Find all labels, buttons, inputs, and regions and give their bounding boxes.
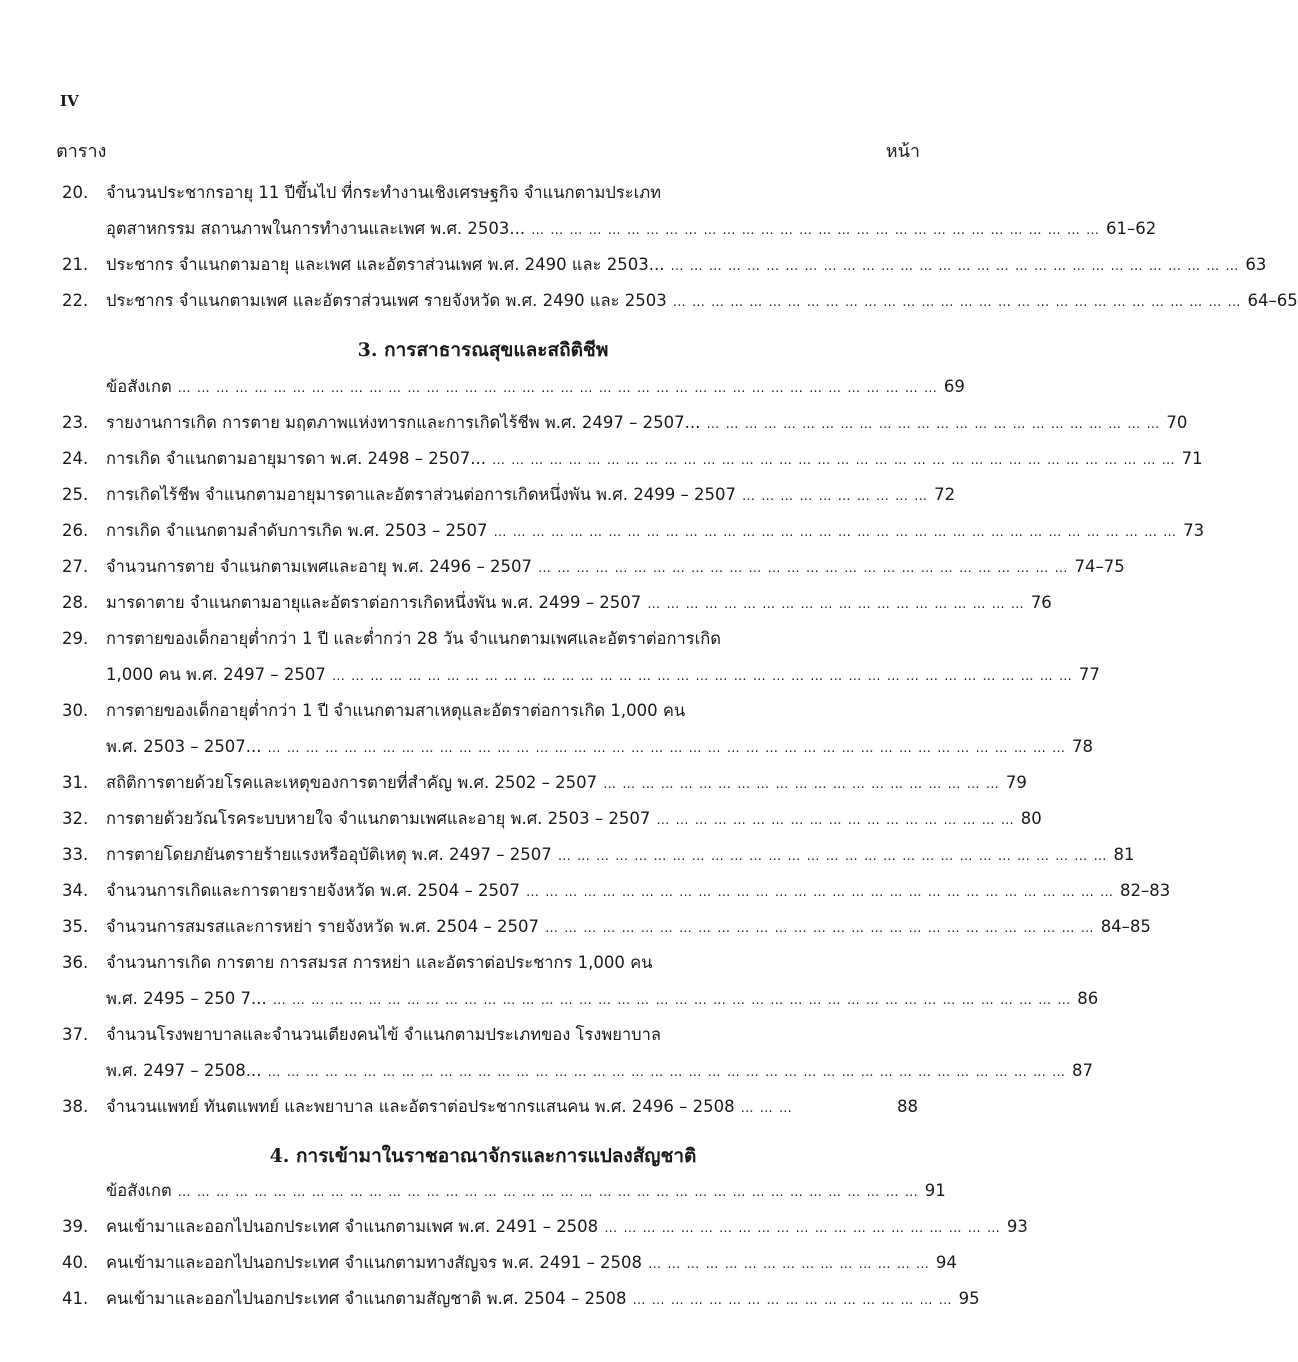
entry-title: พ.ศ. 2495 – 250 7...: [106, 989, 267, 1008]
toc-entry-28: [62, 590, 1052, 620]
entry-title: คนเข้ามาและออกไปนอกประเทศ จำแนกตามสัญชาติ พ.ศ. 2504 – 2508: [106, 1289, 627, 1308]
toc-note-4: [62, 1178, 946, 1208]
toc-entry-29-cont: [62, 662, 1100, 692]
toc-entry-24: [62, 446, 1203, 476]
entry-page: 76: [1030, 593, 1052, 612]
dot-leader: … … … … … … … … … … … … … … … … … … … … … … … …: [706, 417, 1161, 432]
entry-title: การเกิดไร้ชีพ จำแนกตามอายุมารดาและอัตราส่วนต่อการเกิดหนึ่งพัน พ.ศ. 2499 – 2507: [106, 485, 736, 504]
entry-page: 95: [958, 1289, 980, 1308]
entry-title: พ.ศ. 2503 – 2507...: [106, 737, 262, 756]
dot-leader: … … … … … … … … … … … … … … … … … … … … … … … … … … … …: [537, 561, 1069, 576]
entry-title: ประชากร จำแนกตามอายุ และเพศ และอัตราส่วนเพศ พ.ศ. 2490 และ 2503...: [106, 255, 665, 274]
entry-number: 25.: [62, 485, 89, 504]
entry-number: 26.: [62, 521, 89, 540]
dot-leader: … … …: [740, 1101, 793, 1116]
toc-entry-20-cont: [62, 216, 1157, 246]
entry-page: 88: [897, 1097, 918, 1116]
entry-title: พ.ศ. 2497 – 2508...: [106, 1061, 262, 1080]
entry-number: 38.: [62, 1097, 89, 1116]
entry-number: 31.: [62, 773, 89, 792]
dot-leader: … … … … … … … … … …: [741, 489, 929, 504]
dot-leader: … … … … … … … … … … … … … … … … … … … … … … … … … … … … … … … … … … … … … … … … … …: [267, 741, 1066, 756]
entry-title: คนเข้ามาและออกไปนอกประเทศ จำแนกตามทางสัญจร พ.ศ. 2491 – 2508: [106, 1253, 643, 1272]
dot-leader: … … … … … … … … … … … … … … … … …: [632, 1293, 953, 1308]
dot-leader: … … … … … … … … … … … … … … … … … … … … … … … … … … … … … … … … … … … …: [493, 525, 1178, 540]
entry-title: ข้อสังเกต: [106, 377, 172, 396]
entry-page: 71: [1181, 449, 1203, 468]
toc-note-3: [62, 374, 965, 404]
column-heading-page: หน้า: [885, 141, 920, 162]
entry-page: 82–83: [1120, 881, 1171, 900]
entry-number: 39.: [62, 1217, 89, 1236]
dot-leader: … … … … … … … … … … … … … … … … … … … … …: [603, 777, 1000, 792]
dot-leader: … … … … … … … … … … … … … … … … … … …: [656, 813, 1015, 828]
toc-entry-36-cont: [62, 986, 1099, 1016]
entry-page: 93: [1006, 1217, 1028, 1236]
entry-page: 74–75: [1074, 557, 1125, 576]
entry-number: 30.: [62, 701, 89, 720]
entry-page: 91: [924, 1181, 946, 1200]
entry-page: 94: [935, 1253, 957, 1272]
entry-title: จำนวนการเกิดและการตายรายจังหวัด พ.ศ. 2504 – 2507: [106, 881, 521, 900]
column-heading-table: ตาราง: [56, 141, 107, 162]
entry-page: 70: [1166, 413, 1188, 432]
entry-page: 77: [1078, 665, 1100, 684]
entry-number: 35.: [62, 917, 89, 936]
toc-entry-36: [62, 950, 918, 980]
dot-leader: … … … … … … … … … … … … … … … … … … … … … … … … … … … … … … … … … … … … … … …: [177, 1185, 919, 1200]
page-number: IV: [60, 92, 79, 110]
dot-leader: … … … … … … … … … … … … … … … … … … … …: [647, 597, 1025, 612]
entry-title: การตายโดยภยันตรายร้ายแรงหรืออุบัติเหตุ พ.ศ. 2497 – 2507: [106, 845, 552, 864]
entry-number: 27.: [62, 557, 89, 576]
entry-title: จำนวนการตาย จำแนกตามเพศและอายุ พ.ศ. 2496 – 2507: [106, 557, 532, 576]
dot-leader: … … … … … … … … … … … … … … … … … … … … … … … … … … … … … …: [672, 295, 1242, 310]
entry-title: จำนวนโรงพยาบาลและจำนวนเตียงคนไข้ จำแนกตามประเภทของ โรงพยาบาล: [106, 1025, 661, 1044]
dot-leader: … … … … … … … … … … … … … … … … … … … … … … … … … … … … … … …: [526, 885, 1115, 900]
dot-leader: … … … … … … … … … … … … … … … … … … … … … … … … … … … … … …: [531, 223, 1100, 238]
entry-number: 29.: [62, 629, 89, 648]
entry-title: จำนวนแพทย์ ทันตแพทย์ และพยาบาล และอัตราต่อประชากรแสนคน พ.ศ. 2496 – 2508: [106, 1097, 735, 1116]
toc-entry-41: [62, 1286, 980, 1316]
toc-entry-31: [62, 770, 1027, 800]
entry-title: สถิติการตายด้วยโรคและเหตุของการตายที่สำคัญ พ.ศ. 2502 – 2507: [106, 773, 598, 792]
entry-title: ข้อสังเกต: [106, 1181, 172, 1200]
toc-entry-30-cont: [62, 734, 1093, 764]
dot-leader: … … … … … … … … … … … … … … … … … … … … … … … … … … … … … … … … … … … … … … … … … …: [272, 993, 1072, 1008]
entry-page: 81: [1113, 845, 1135, 864]
entry-number: 22.: [62, 291, 89, 310]
entry-title: อุตสาหกรรม สถานภาพในการทำงานและเพศ พ.ศ. 2503...: [106, 219, 526, 238]
entry-number: 32.: [62, 809, 89, 828]
entry-page: 79: [1005, 773, 1027, 792]
entry-title: 1,000 คน พ.ศ. 2497 – 2507: [106, 665, 326, 684]
toc-entry-32: [62, 806, 1042, 836]
entry-number: 21.: [62, 255, 89, 274]
dot-leader: … … … … … … … … … … … … … … … … … … … … …: [604, 1221, 1001, 1236]
toc-entry-26: [62, 518, 1205, 548]
entry-number: 37.: [62, 1025, 89, 1044]
dot-leader: … … … … … … … … … … … … … … … … … … … … … … … … … … … … … … … … … … … …: [492, 453, 1176, 468]
entry-title: การตายด้วยวัณโรคระบบหายใจ จำแนกตามเพศและอายุ พ.ศ. 2503 – 2507: [106, 809, 651, 828]
entry-page: 87: [1071, 1061, 1093, 1080]
entry-number: 33.: [62, 845, 89, 864]
entry-number: 41.: [62, 1289, 89, 1308]
dot-leader: … … … … … … … … … … … … … … … … … … … … … … … … … … … … …: [544, 921, 1095, 936]
section-heading-4: 4. การเข้ามาในราชอาณาจักรและการแปลงสัญชาติ: [269, 1145, 697, 1167]
dot-leader: … … … … … … … … … … … … … … … … … … … … … … … … … … … … … …: [670, 259, 1240, 274]
dot-leader: … … … … … … … … … … … … … … … … … … … … … … … … … … … … … … … … … … … … … … …: [331, 669, 1073, 684]
entry-page: 80: [1020, 809, 1042, 828]
entry-page: 86: [1077, 989, 1099, 1008]
entry-number: 34.: [62, 881, 89, 900]
entry-number: 40.: [62, 1253, 89, 1272]
toc-entry-34: [62, 878, 1171, 908]
toc-entry-29: [62, 626, 918, 656]
toc-entry-35: [62, 914, 1151, 944]
entry-page: 61–62: [1106, 219, 1157, 238]
dot-leader: … … … … … … … … … … … … … … …: [648, 1257, 930, 1272]
entry-page: 84–85: [1100, 917, 1151, 936]
entry-page: 72: [934, 485, 956, 504]
toc-entry-20: [62, 180, 918, 210]
entry-number: 36.: [62, 953, 89, 972]
entry-title: การเกิด จำแนกตามลำดับการเกิด พ.ศ. 2503 – 2507: [106, 521, 488, 540]
entry-title: จำนวนการเกิด การตาย การสมรส การหย่า และอัตราต่อประชากร 1,000 คน: [106, 953, 653, 972]
toc-entry-40: [62, 1250, 957, 1280]
toc-entry-22: [62, 288, 1298, 318]
entry-number: 24.: [62, 449, 89, 468]
toc-entry-33: [62, 842, 1135, 872]
toc-entry-30: [62, 698, 918, 728]
entry-page: 78: [1071, 737, 1093, 756]
toc-entry-37: [62, 1022, 918, 1052]
entry-page: 63: [1245, 255, 1267, 274]
entry-page: 64–65: [1247, 291, 1298, 310]
section-heading-3: 3. การสาธารณสุขและสถิติชีพ: [357, 339, 609, 361]
entry-number: 28.: [62, 593, 89, 612]
toc-entry-27: [62, 554, 1125, 584]
entry-number: 23.: [62, 413, 89, 432]
entry-title: ประชากร จำแนกตามเพศ และอัตราส่วนเพศ รายจังหวัด พ.ศ. 2490 และ 2503: [106, 291, 667, 310]
entry-title: รายงานการเกิด การตาย มฤตภาพแห่งทารกและการเกิดไร้ชีพ พ.ศ. 2497 – 2507...: [106, 413, 701, 432]
entry-title: มารดาตาย จำแนกตามอายุและอัตราต่อการเกิดหนึ่งพัน พ.ศ. 2499 – 2507: [106, 593, 642, 612]
toc-entry-25: [62, 482, 956, 512]
toc-entry-37-cont: [62, 1058, 1093, 1088]
dot-leader: … … … … … … … … … … … … … … … … … … … … … … … … … … … … …: [557, 849, 1108, 864]
entry-page: 69: [943, 377, 965, 396]
toc-entry-39: [62, 1214, 1028, 1244]
entry-title: การตายของเด็กอายุต่ำกว่า 1 ปี และต่ำกว่า 28 วัน จำแนกตามเพศและอัตราต่อการเกิด: [106, 629, 721, 648]
entry-page: 73: [1183, 521, 1205, 540]
entry-title: การเกิด จำแนกตามอายุมารดา พ.ศ. 2498 – 2507...: [106, 449, 487, 468]
entry-title: คนเข้ามาและออกไปนอกประเทศ จำแนกตามเพศ พ.ศ. 2491 – 2508: [106, 1217, 599, 1236]
dot-leader: … … … … … … … … … … … … … … … … … … … … … … … … … … … … … … … … … … … … … … … … … …: [267, 1065, 1066, 1080]
toc-entry-38: [62, 1094, 918, 1124]
entry-number: 20.: [62, 183, 89, 202]
entry-title: การตายของเด็กอายุต่ำกว่า 1 ปี จำแนกตามสาเหตุและอัตราต่อการเกิด 1,000 คน: [106, 701, 686, 720]
entry-title: จำนวนประชากรอายุ 11 ปีขึ้นไป ที่กระทำงานเชิงเศรษฐกิจ จำแนกตามประเภท: [106, 183, 662, 202]
toc-entry-23: [62, 410, 1188, 440]
dot-leader: … … … … … … … … … … … … … … … … … … … … … … … … … … … … … … … … … … … … … … … …: [177, 381, 938, 396]
entry-title: จำนวนการสมรสและการหย่า รายจังหวัด พ.ศ. 2504 – 2507: [106, 917, 539, 936]
toc-entry-21: [62, 252, 1267, 282]
